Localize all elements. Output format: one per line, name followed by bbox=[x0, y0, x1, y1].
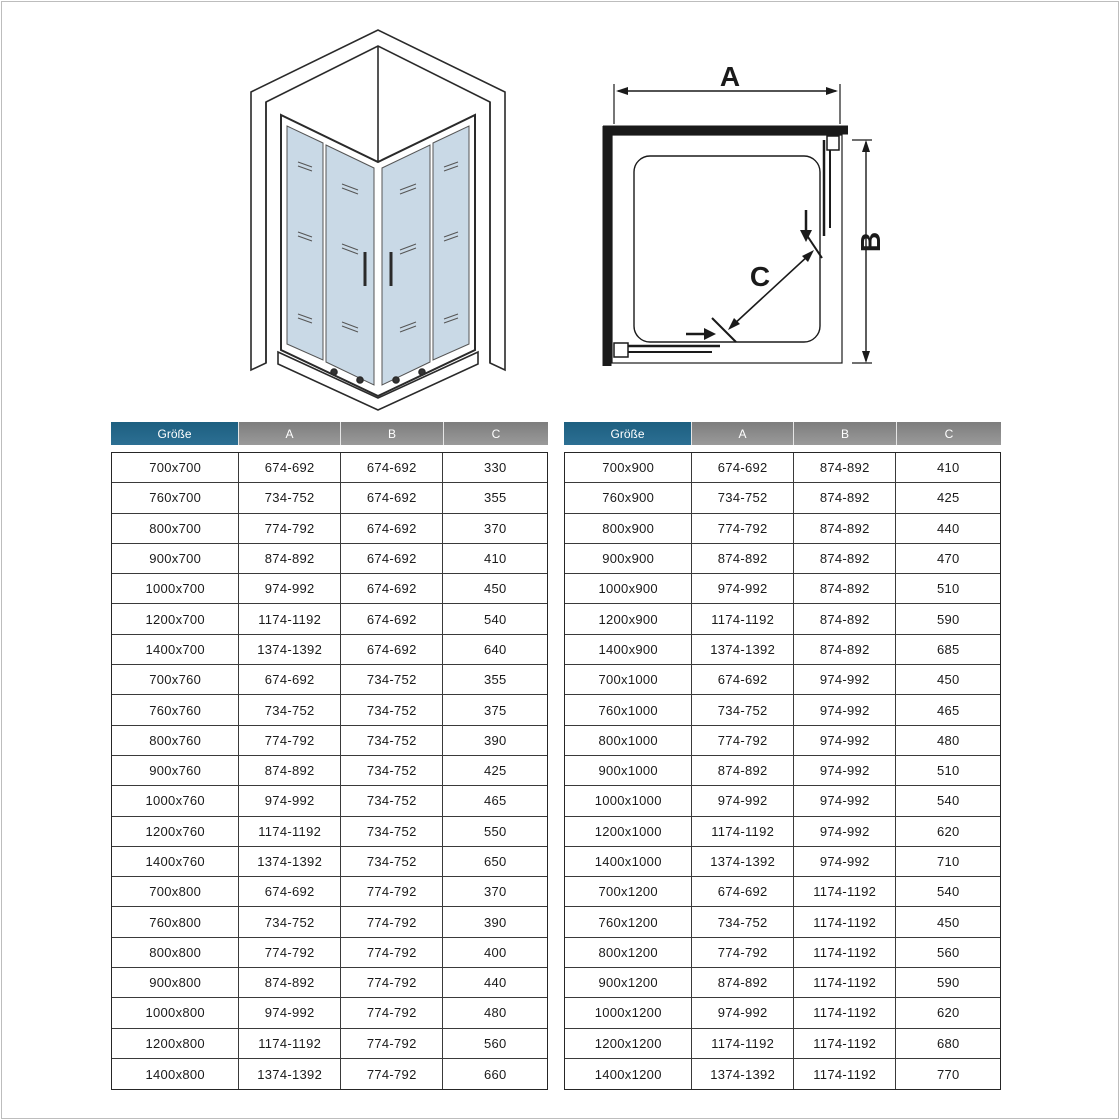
header-c: C bbox=[897, 422, 1001, 445]
cell-c: 550 bbox=[483, 823, 507, 839]
cell-c: 710 bbox=[936, 854, 960, 869]
table-row bbox=[112, 877, 547, 907]
cell-c: 410 bbox=[483, 551, 507, 567]
cell-a: 1374-1392 bbox=[239, 1059, 341, 1089]
cell-size: 760x1200 bbox=[565, 907, 692, 936]
cell-c: 450 bbox=[483, 581, 507, 597]
cell-b: 874-892 bbox=[794, 514, 897, 543]
table-row bbox=[112, 1029, 547, 1059]
cell-c: 620 bbox=[936, 823, 960, 839]
cell-c: 440 bbox=[483, 975, 507, 991]
cell-c: 470 bbox=[936, 551, 960, 567]
cell-size: 900x1200 bbox=[565, 968, 692, 997]
cell-b: 674-692 bbox=[341, 544, 444, 573]
cell-a: 1174-1192 bbox=[239, 1029, 341, 1058]
table-row bbox=[565, 635, 1000, 665]
cell-b: 1174-1192 bbox=[794, 938, 897, 967]
cell-size: 1400x760 bbox=[112, 847, 239, 876]
cell-a: 674-692 bbox=[239, 877, 341, 906]
table-row bbox=[112, 453, 547, 483]
cell-b: 974-992 bbox=[794, 817, 897, 846]
cell-c: 450 bbox=[936, 914, 960, 930]
cell-a: 874-892 bbox=[239, 544, 341, 573]
cell-a: 1374-1392 bbox=[239, 635, 341, 664]
cell-a: 1374-1392 bbox=[692, 847, 794, 876]
cell-a: 974-992 bbox=[239, 786, 341, 815]
cell-c: 390 bbox=[483, 732, 507, 748]
cell-b: 974-992 bbox=[794, 756, 897, 785]
cell-c: 400 bbox=[483, 944, 507, 960]
cell-size: 800x700 bbox=[112, 514, 239, 543]
header-c: C bbox=[444, 422, 548, 445]
cell-a: 974-992 bbox=[692, 786, 794, 815]
cell-size: 760x760 bbox=[112, 695, 239, 724]
cell-b: 674-692 bbox=[341, 514, 444, 543]
cell-c: 465 bbox=[936, 702, 960, 718]
cell-size: 700x1000 bbox=[565, 665, 692, 694]
cell-size: 1200x700 bbox=[112, 604, 239, 633]
cell-a: 674-692 bbox=[239, 453, 341, 482]
cell-size: 800x900 bbox=[565, 514, 692, 543]
table-row bbox=[565, 1029, 1000, 1059]
shower-enclosure-illustration bbox=[251, 30, 505, 410]
cell-b: 1174-1192 bbox=[794, 1029, 897, 1058]
cell-b: 974-992 bbox=[794, 695, 897, 724]
cell-b: 734-752 bbox=[341, 786, 444, 815]
cell-a: 974-992 bbox=[239, 998, 341, 1027]
cell-size: 760x700 bbox=[112, 483, 239, 512]
table-row bbox=[112, 817, 547, 847]
cell-a: 774-792 bbox=[239, 938, 341, 967]
table-row bbox=[112, 695, 547, 725]
table-row bbox=[565, 665, 1000, 695]
cell-a: 674-692 bbox=[239, 665, 341, 694]
cell-b: 674-692 bbox=[341, 483, 444, 512]
cell-a: 1174-1192 bbox=[239, 604, 341, 633]
table-row bbox=[565, 847, 1000, 877]
cell-c: 540 bbox=[483, 611, 507, 627]
cell-a: 674-692 bbox=[692, 453, 794, 482]
table-header bbox=[564, 422, 1001, 445]
table-row bbox=[565, 483, 1000, 513]
cell-size: 800x760 bbox=[112, 726, 239, 755]
cell-a: 734-752 bbox=[239, 695, 341, 724]
cell-size: 1000x800 bbox=[112, 998, 239, 1027]
table-row bbox=[112, 998, 547, 1028]
cell-size: 1200x1200 bbox=[565, 1029, 692, 1058]
cell-a: 774-792 bbox=[692, 726, 794, 755]
cell-b: 734-752 bbox=[341, 817, 444, 846]
cell-size: 1000x760 bbox=[112, 786, 239, 815]
cell-a: 734-752 bbox=[239, 483, 341, 512]
cell-c: 540 bbox=[936, 793, 960, 809]
table-row bbox=[565, 998, 1000, 1028]
table-row bbox=[112, 635, 547, 665]
cell-size: 1200x900 bbox=[565, 604, 692, 633]
cell-c: 650 bbox=[483, 854, 507, 869]
cell-a: 974-992 bbox=[692, 574, 794, 603]
table-row bbox=[112, 968, 547, 998]
cell-b: 674-692 bbox=[341, 604, 444, 633]
cell-size: 700x760 bbox=[112, 665, 239, 694]
cell-c: 450 bbox=[936, 672, 960, 688]
table-row bbox=[565, 544, 1000, 574]
cell-c: 355 bbox=[483, 672, 507, 688]
cell-size: 800x800 bbox=[112, 938, 239, 967]
cell-size: 1400x900 bbox=[565, 635, 692, 664]
table-row bbox=[112, 938, 547, 968]
table-row bbox=[565, 574, 1000, 604]
cell-b: 734-752 bbox=[341, 695, 444, 724]
cell-b: 874-892 bbox=[794, 574, 897, 603]
cell-size: 900x760 bbox=[112, 756, 239, 785]
table-row bbox=[565, 786, 1000, 816]
table-row bbox=[565, 938, 1000, 968]
table-row bbox=[565, 726, 1000, 756]
table-row bbox=[112, 786, 547, 816]
cell-a: 674-692 bbox=[692, 665, 794, 694]
cell-b: 774-792 bbox=[341, 1059, 444, 1089]
cell-b: 874-892 bbox=[794, 544, 897, 573]
cell-a: 774-792 bbox=[239, 726, 341, 755]
cell-b: 874-892 bbox=[794, 483, 897, 512]
cell-c: 510 bbox=[936, 581, 960, 597]
dimension-label-a: A bbox=[719, 61, 741, 92]
table-row bbox=[112, 483, 547, 513]
cell-size: 700x800 bbox=[112, 877, 239, 906]
cell-c: 590 bbox=[936, 611, 960, 627]
cell-b: 774-792 bbox=[341, 968, 444, 997]
table-body bbox=[111, 452, 548, 1090]
cell-b: 674-692 bbox=[341, 635, 444, 664]
cell-b: 974-992 bbox=[794, 726, 897, 755]
cell-size: 760x900 bbox=[565, 483, 692, 512]
table-row bbox=[565, 604, 1000, 634]
cell-c: 660 bbox=[483, 1066, 507, 1082]
top-view-diagram bbox=[603, 84, 872, 366]
table-row bbox=[112, 665, 547, 695]
table-row bbox=[565, 514, 1000, 544]
size-table-left bbox=[111, 422, 548, 1090]
cell-c: 560 bbox=[483, 1035, 507, 1051]
header-b: B bbox=[341, 422, 444, 445]
cell-b: 774-792 bbox=[341, 1029, 444, 1058]
table-row bbox=[112, 847, 547, 877]
cell-a: 874-892 bbox=[239, 756, 341, 785]
table-row bbox=[112, 604, 547, 634]
cell-b: 734-752 bbox=[341, 665, 444, 694]
cell-b: 1174-1192 bbox=[794, 968, 897, 997]
cell-size: 900x900 bbox=[565, 544, 692, 573]
cell-a: 774-792 bbox=[692, 938, 794, 967]
cell-size: 1000x1200 bbox=[565, 998, 692, 1027]
cell-size: 700x700 bbox=[112, 453, 239, 482]
cell-a: 774-792 bbox=[692, 514, 794, 543]
cell-a: 1174-1192 bbox=[692, 604, 794, 633]
cell-b: 874-892 bbox=[794, 453, 897, 482]
table-row bbox=[112, 514, 547, 544]
cell-b: 974-992 bbox=[794, 665, 897, 694]
cell-size: 1400x700 bbox=[112, 635, 239, 664]
cell-b: 974-992 bbox=[794, 847, 897, 876]
table-header bbox=[111, 422, 548, 445]
product-drawings bbox=[0, 0, 1120, 420]
cell-c: 685 bbox=[936, 641, 960, 657]
cell-c: 370 bbox=[483, 520, 507, 536]
header-b: B bbox=[794, 422, 897, 445]
cell-size: 1200x760 bbox=[112, 817, 239, 846]
cell-b: 734-752 bbox=[341, 756, 444, 785]
cell-c: 390 bbox=[483, 914, 507, 930]
cell-c: 560 bbox=[936, 944, 960, 960]
cell-b: 674-692 bbox=[341, 453, 444, 482]
table-body bbox=[564, 452, 1001, 1090]
cell-size: 1400x1000 bbox=[565, 847, 692, 876]
cell-c: 510 bbox=[936, 763, 960, 779]
cell-size: 760x800 bbox=[112, 907, 239, 936]
table-row bbox=[565, 1059, 1000, 1089]
cell-b: 734-752 bbox=[341, 726, 444, 755]
cell-c: 425 bbox=[936, 490, 960, 506]
header-size: Größe bbox=[111, 422, 239, 445]
cell-size: 700x1200 bbox=[565, 877, 692, 906]
cell-a: 874-892 bbox=[692, 968, 794, 997]
cell-size: 1400x800 bbox=[112, 1059, 239, 1089]
cell-a: 1374-1392 bbox=[239, 847, 341, 876]
cell-size: 1200x800 bbox=[112, 1029, 239, 1058]
cell-a: 1174-1192 bbox=[692, 1029, 794, 1058]
cell-b: 974-992 bbox=[794, 786, 897, 815]
cell-b: 774-792 bbox=[341, 907, 444, 936]
cell-size: 1400x1200 bbox=[565, 1059, 692, 1089]
table-row bbox=[112, 544, 547, 574]
cell-b: 734-752 bbox=[341, 847, 444, 876]
cell-c: 410 bbox=[936, 460, 960, 476]
cell-b: 674-692 bbox=[341, 574, 444, 603]
cell-size: 800x1000 bbox=[565, 726, 692, 755]
dimension-label-b: B bbox=[855, 231, 886, 253]
table-row bbox=[565, 907, 1000, 937]
cell-a: 1174-1192 bbox=[692, 817, 794, 846]
size-table-right bbox=[564, 422, 1001, 1090]
cell-size: 1000x700 bbox=[112, 574, 239, 603]
header-a: A bbox=[239, 422, 341, 445]
cell-a: 1374-1392 bbox=[692, 635, 794, 664]
cell-a: 974-992 bbox=[692, 998, 794, 1027]
cell-c: 540 bbox=[936, 884, 960, 900]
cell-size: 760x1000 bbox=[565, 695, 692, 724]
header-size: Größe bbox=[564, 422, 692, 445]
cell-a: 674-692 bbox=[692, 877, 794, 906]
cell-a: 774-792 bbox=[239, 514, 341, 543]
cell-a: 734-752 bbox=[692, 483, 794, 512]
table-row bbox=[565, 877, 1000, 907]
table-row bbox=[565, 695, 1000, 725]
cell-a: 734-752 bbox=[239, 907, 341, 936]
table-row bbox=[565, 453, 1000, 483]
cell-size: 1200x1000 bbox=[565, 817, 692, 846]
cell-a: 974-992 bbox=[239, 574, 341, 603]
cell-c: 330 bbox=[483, 460, 507, 476]
cell-c: 480 bbox=[483, 1005, 507, 1021]
cell-c: 480 bbox=[936, 732, 960, 748]
cell-a: 734-752 bbox=[692, 695, 794, 724]
cell-a: 874-892 bbox=[239, 968, 341, 997]
cell-size: 700x900 bbox=[565, 453, 692, 482]
table-row bbox=[565, 817, 1000, 847]
cell-c: 440 bbox=[936, 520, 960, 536]
cell-a: 874-892 bbox=[692, 756, 794, 785]
cell-size: 900x1000 bbox=[565, 756, 692, 785]
cell-b: 874-892 bbox=[794, 604, 897, 633]
table-row bbox=[112, 574, 547, 604]
table-row bbox=[112, 1059, 547, 1089]
table-row bbox=[112, 726, 547, 756]
cell-size: 1000x1000 bbox=[565, 786, 692, 815]
cell-c: 355 bbox=[483, 490, 507, 506]
table-row bbox=[112, 907, 547, 937]
cell-c: 375 bbox=[483, 702, 507, 718]
cell-b: 774-792 bbox=[341, 877, 444, 906]
cell-b: 1174-1192 bbox=[794, 1059, 897, 1089]
table-row bbox=[112, 756, 547, 786]
cell-a: 874-892 bbox=[692, 544, 794, 573]
cell-b: 874-892 bbox=[794, 635, 897, 664]
cell-c: 370 bbox=[483, 884, 507, 900]
cell-c: 770 bbox=[936, 1066, 960, 1082]
header-a: A bbox=[692, 422, 794, 445]
table-row bbox=[565, 756, 1000, 786]
cell-c: 620 bbox=[936, 1005, 960, 1021]
cell-b: 1174-1192 bbox=[794, 998, 897, 1027]
cell-b: 1174-1192 bbox=[794, 907, 897, 936]
cell-a: 734-752 bbox=[692, 907, 794, 936]
cell-c: 590 bbox=[936, 975, 960, 991]
dimension-label-c: C bbox=[749, 261, 771, 292]
cell-size: 900x800 bbox=[112, 968, 239, 997]
cell-b: 774-792 bbox=[341, 938, 444, 967]
cell-a: 1174-1192 bbox=[239, 817, 341, 846]
cell-c: 640 bbox=[483, 641, 507, 657]
cell-c: 425 bbox=[483, 763, 507, 779]
cell-b: 774-792 bbox=[341, 998, 444, 1027]
cell-size: 900x700 bbox=[112, 544, 239, 573]
cell-c: 465 bbox=[483, 793, 507, 809]
cell-size: 1000x900 bbox=[565, 574, 692, 603]
cell-c: 680 bbox=[936, 1035, 960, 1051]
table-row bbox=[565, 968, 1000, 998]
cell-size: 800x1200 bbox=[565, 938, 692, 967]
cell-b: 1174-1192 bbox=[794, 877, 897, 906]
cell-a: 1374-1392 bbox=[692, 1059, 794, 1089]
